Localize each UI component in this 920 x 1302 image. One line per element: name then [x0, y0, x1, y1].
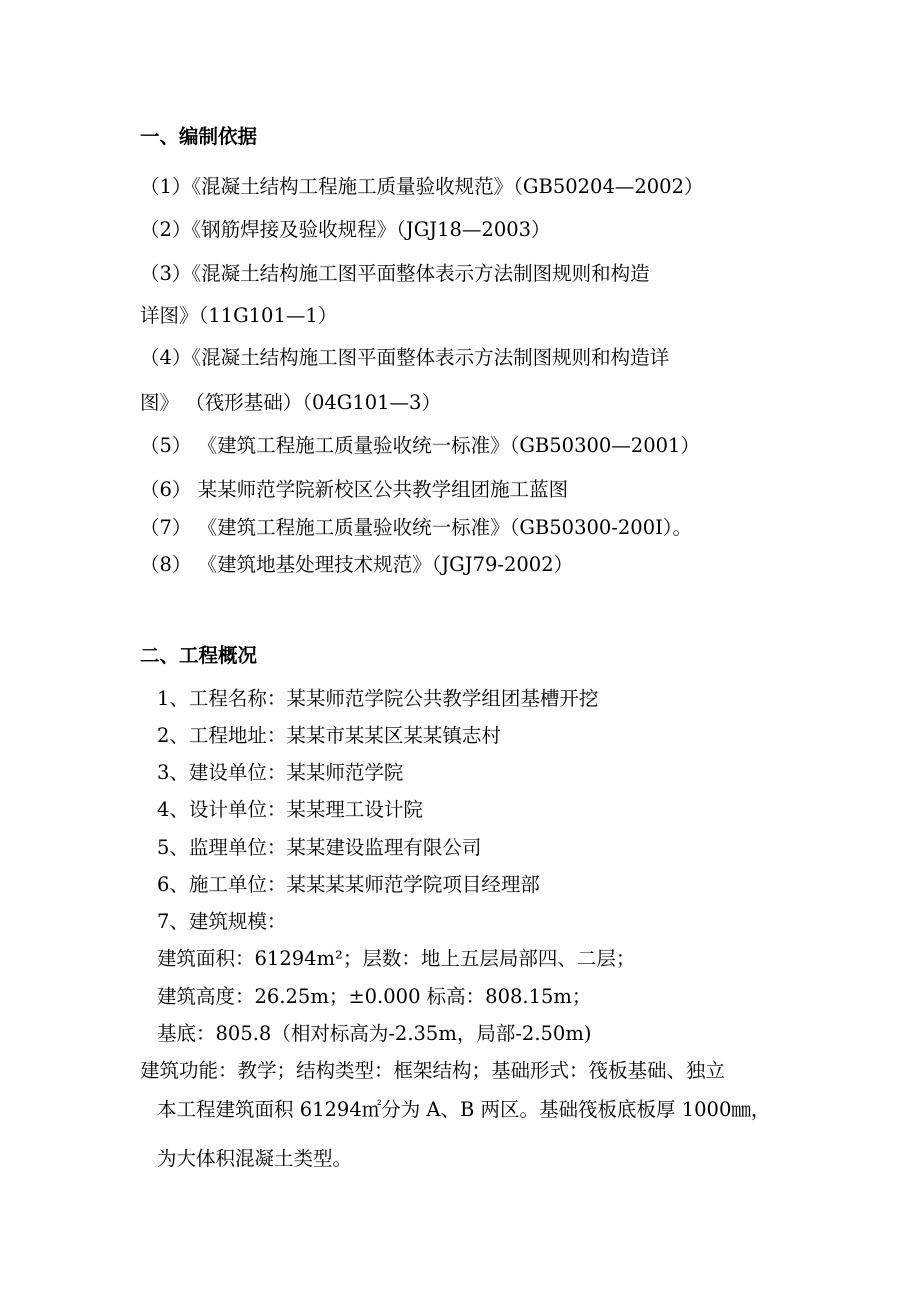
basis-item-6: （6） 某某师范学院新校区公共教学组团施工蓝图	[140, 478, 569, 501]
overview-project-name: 1、工程名称：某某师范学院公共教学组团基槽开挖	[157, 687, 599, 710]
overview-contractor: 6、施工单位：某某某某师范学院项目经理部	[157, 873, 540, 896]
overview-supervisor: 5、监理单位：某某建设监理有限公司	[157, 836, 482, 859]
basis-item-3-line-1: （3）《混凝土结构施工图平面整体表示方法制图规则和构造	[140, 262, 650, 285]
section-heading-overview: 二、工程概况	[140, 644, 258, 667]
overview-base-elevation: 基底：805.8（相对标高为-2.35m，局部-2.50m)	[157, 1022, 592, 1045]
basis-item-7: （7） 《建筑工程施工质量验收统一标准》（GB50300-200I）。	[140, 516, 693, 539]
overview-floor-area: 建筑面积：61294m²；层数：地上五层局部四、二层；	[157, 947, 636, 970]
basis-item-1: （1）《混凝土结构工程施工质量验收规范》（GB50204—2002）	[140, 175, 704, 198]
basis-item-8: （8） 《建筑地基处理技术规范》（JGJ79-2002）	[140, 553, 574, 576]
basis-item-2: （2）《钢筋焊接及验收规程》（JGJ18—2003）	[140, 218, 551, 241]
overview-zoning: 本工程建筑面积 61294㎡分为 A、B 两区。基础筏板底板厚 1000㎜，	[157, 1098, 771, 1121]
overview-concrete-type: 为大体积混凝土类型。	[157, 1147, 353, 1170]
basis-item-3-line-2: 详图》（11G101—1）	[140, 304, 338, 327]
basis-item-4-line-2: 图》 （筏形基础）（04G101—3）	[140, 391, 441, 414]
overview-building-height: 建筑高度：26.25m；±0.000 标高：808.15m；	[157, 985, 592, 1008]
overview-project-address: 2、工程地址：某某市某某区某某镇志村	[157, 724, 501, 747]
overview-designer: 4、设计单位：某某理工设计院	[157, 798, 423, 821]
overview-function: 建筑功能：教学；结构类型：框架结构；基础形式：筏板基础、独立	[140, 1059, 726, 1082]
section-heading-basis: 一、编制依据	[140, 125, 258, 148]
basis-item-4-line-1: （4）《混凝土结构施工图平面整体表示方法制图规则和构造详	[140, 346, 670, 369]
overview-scale-label: 7、建筑规模：	[157, 910, 287, 933]
overview-owner: 3、建设单位：某某师范学院	[157, 761, 404, 784]
basis-item-5: （5） 《建筑工程施工质量验收统一标准》（GB50300—2001）	[140, 434, 700, 457]
